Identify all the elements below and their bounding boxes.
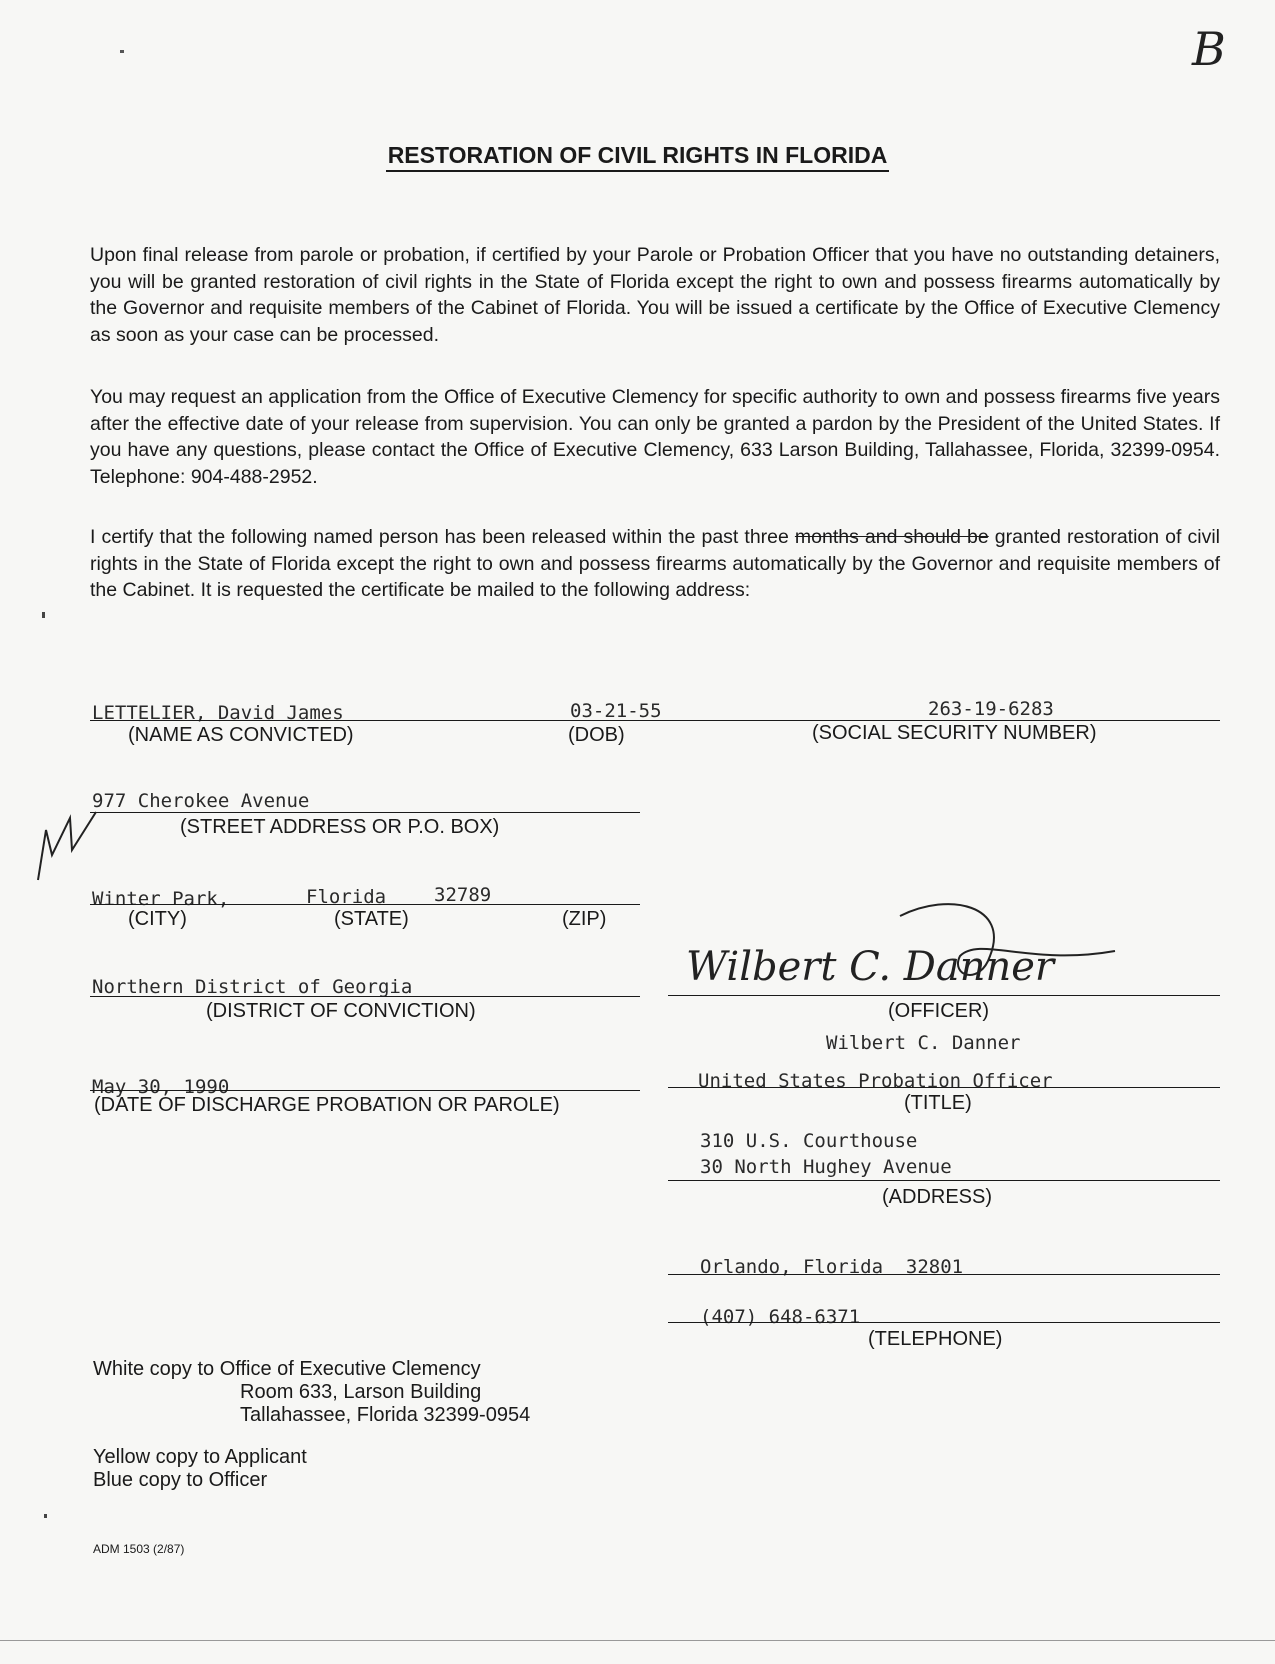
name-value: LETTELIER, David James <box>92 702 344 724</box>
document-title: RESTORATION OF CIVIL RIGHTS IN FLORIDA <box>0 142 1275 169</box>
city-label: (CITY) <box>128 908 187 930</box>
ssn-value: 263-19-6283 <box>928 698 1054 720</box>
officer-title-value: United States Probation Officer <box>698 1070 1053 1092</box>
street-line <box>90 812 640 813</box>
title-label: (TITLE) <box>904 1092 972 1114</box>
distribution-room: Room 633, Larson Building <box>240 1381 482 1403</box>
officer-address-line2: 30 North Hughey Avenue <box>700 1156 952 1178</box>
discharge-line <box>90 1090 640 1091</box>
certification-struck-text: months and should be <box>794 526 989 548</box>
name-dob-ssn-line <box>90 720 1220 721</box>
district-label: (DISTRICT OF CONVICTION) <box>206 1000 476 1022</box>
certification-text-start: I certify that the following named person has been released within the past three <box>90 526 795 548</box>
officer-name: Wilbert C. Danner <box>826 1032 1021 1054</box>
city-state-zip-officer-line <box>668 1274 1220 1275</box>
officer-line <box>668 995 1220 996</box>
name-label: (NAME AS CONVICTED) <box>128 724 354 746</box>
discharge-value: May 30, 1990 <box>92 1076 230 1098</box>
paragraph-release-info: Upon final release from parole or probation, if certified by your Parole or Probation Officer that you have no outstanding detainers, you will be granted restoration of civil rights in the State of Florida except the right to own and possess firearms automatically by the Governor and requisite members of the Cabinet of Florida. You will be issued a certificate by the Office of Executive Clemency as soon as your case can be processed. <box>90 244 1220 346</box>
state-label: (STATE) <box>334 908 409 930</box>
district-value: Northern District of Georgia <box>92 976 413 998</box>
zip-value: 32789 <box>434 884 492 906</box>
distribution-white-copy: White copy to Office of Executive Clemency <box>93 1358 481 1380</box>
scan-speck <box>120 50 124 53</box>
signature-flourish <box>890 896 1120 996</box>
city-state-zip-line <box>90 904 640 905</box>
title-line <box>668 1087 1220 1088</box>
discharge-label: (DATE OF DISCHARGE PROBATION OR PAROLE) <box>94 1094 560 1116</box>
dob-label: (DOB) <box>568 724 625 746</box>
officer-label: (OFFICER) <box>888 1000 990 1022</box>
dob-value: 03-21-55 <box>570 700 662 722</box>
street-value: 977 Cherokee Avenue <box>92 790 310 812</box>
officer-city-state-zip: Orlando, Florida 32801 <box>700 1256 964 1278</box>
scan-speck <box>42 612 45 618</box>
address-label: (ADDRESS) <box>882 1186 993 1208</box>
scan-speck <box>0 1640 1275 1641</box>
officer-address-line1: 310 U.S. Courthouse <box>700 1130 918 1152</box>
paragraph-firearms-info: You may request an application from the Office of Executive Clemency for specific authority to own and possess firearms five years after the effective date of your release from supervision. You can only be granted a pardon by the President of the United States. If you have any questions, please contact the Office of Executive Clemency, 633 Larson Building, Tallahassee, Florida, 32399-0954. Telephone: 904-488-2952. <box>90 386 1220 488</box>
corner-handwritten-mark: B <box>1192 22 1226 76</box>
telephone-line <box>668 1322 1220 1323</box>
ssn-label: (SOCIAL SECURITY NUMBER) <box>812 722 1097 744</box>
district-line <box>90 996 640 997</box>
initials-mark <box>30 810 100 885</box>
paragraph-certification <box>90 524 1220 604</box>
state-value: Florida <box>306 886 387 908</box>
city-value: Winter Park, <box>92 888 230 910</box>
scan-speck <box>44 1514 47 1518</box>
distribution-blue-copy: Blue copy to Officer <box>93 1469 268 1491</box>
address-line <box>668 1180 1220 1181</box>
street-label: (STREET ADDRESS OR P.O. BOX) <box>180 816 500 838</box>
distribution-yellow-copy: Yellow copy to Applicant <box>93 1446 307 1468</box>
distribution-city: Tallahassee, Florida 32399-0954 <box>240 1404 531 1426</box>
zip-label: (ZIP) <box>562 908 607 930</box>
officer-telephone-value: (407) 648-6371 <box>700 1306 861 1328</box>
form-number: ADM 1503 (2/87) <box>93 1542 185 1556</box>
officer-signature: Wilbert C. Danner <box>686 944 1055 990</box>
certification-text-end: granted restoration of civil rights in the State of Florida except the right to own and possess firearms automatically by the Governor and requisite members of the Cabinet. It is requested the certificate be mailed to the following address: <box>90 526 1220 601</box>
telephone-label: (TELEPHONE) <box>868 1328 1003 1350</box>
